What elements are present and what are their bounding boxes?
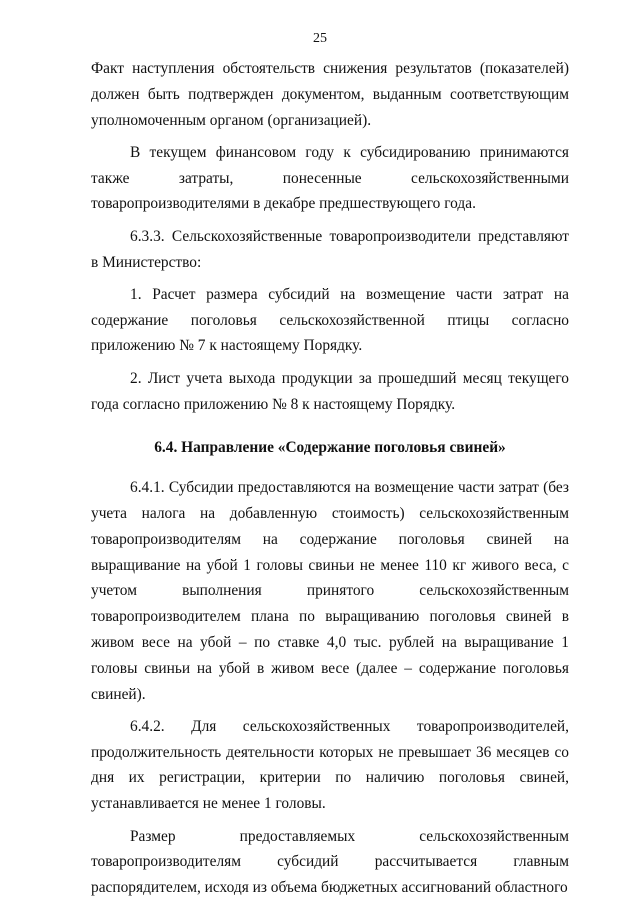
list-item-2: 2. Лист учета выхода продукции за прошедший месяц текущего года согласно приложению № 8 к настоящему Порядку. — [91, 369, 569, 413]
paragraph-current-year: В текущем финансовом году к субсидированию принимаются также затраты, понесенные сельскохозяйственными товаропроизводителями в декабре предшествующего года. — [91, 143, 569, 213]
section-heading: 6.4. Направление «Содержание поголовья свиней» — [154, 439, 506, 457]
document-body — [91, 56, 569, 907]
paragraph-size: Размер предоставляемых сельскохозяйственным товаропроизводителям субсидий рассчитывается главным распорядителем, исходя из объема бюджетных ассигнований областного — [91, 827, 569, 897]
paragraph-6-4-2: 6.4.2. Для сельскохозяйственных товаропроизводителей, продолжительность деятельности которых не превышает 36 месяцев со дня их регистрации, критерии по наличию поголовья свиней, устанавливается не менее 1 головы. — [91, 717, 569, 813]
paragraph-fact: Факт наступления обстоятельств снижения результатов (показателей) должен быть подтвержден документом, выданным соответствующим уполномоченным органом (организацией). — [91, 60, 569, 129]
paragraph-6-4-1: 6.4.1. Субсидии предоставляются на возмещение части затрат (без учета налога на добавленную стоимость) сельскохозяйственным товаропроизводителям на содержание поголовья свиней на выращивание на убой 1 головы свиньи не менее 110 кг живого веса, с учетом выполнения принятого сельскохозяйственным товаропроизводителем плана по выращиванию поголовья свиней в живом весе на убой – по ставке 4,0 тыс. рублей на выращивание 1 головы свиньи на убой в живом весе (далее – содержание поголовья свиней). — [91, 479, 569, 703]
page-number: 25 — [313, 31, 327, 46]
paragraph-6-3-3: 6.3.3. Сельскохозяйственные товаропроизводители представляют в Министерство: — [91, 227, 569, 271]
list-item-1: 1. Расчет размера субсидий на возмещение части затрат на содержание поголовья сельскохозяйственной птицы согласно приложению № 7 к настоящему Порядку. — [91, 285, 569, 355]
